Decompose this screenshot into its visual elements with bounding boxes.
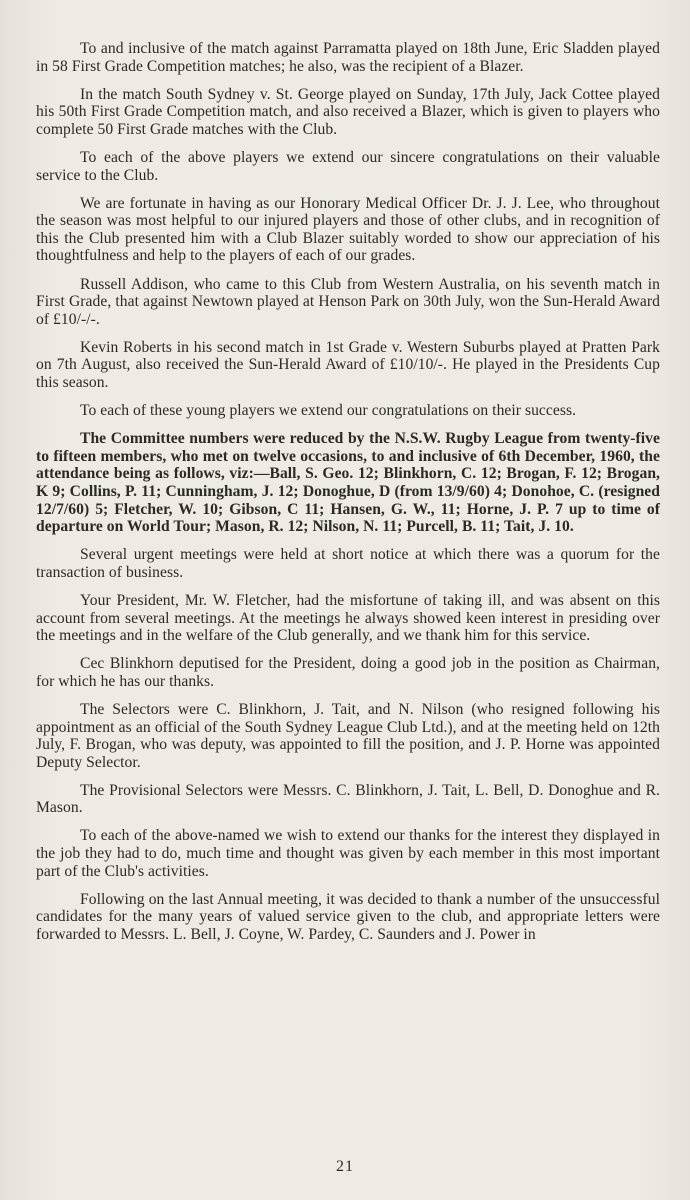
paragraph-blinkhorn-chairman: Cec Blinkhorn deputised for the President, doing a good job in the position as Chairman, for which he has our thanks.: [36, 655, 660, 690]
paragraph-urgent-meetings: Several urgent meetings were held at short notice at which there was a quorum for the transaction of business.: [36, 546, 660, 581]
page-number: 21: [336, 1158, 354, 1175]
paragraph-committee-attendance: The Committee numbers were reduced by the N.S.W. Rugby League from twenty-five to fifteen members, who met on twelve occasions, to and inclusive of 6th December, 1960, the attendance being as follows, viz:—Ball, S. Geo. 12; Blinkhorn, C. 12; Brogan, F. 12; Brogan, K 9; Collins, P. 11; Cunningham, J. 12; Donoghue, D (from 13/9/60) 4; Donohoe, C. (resigned 12/7/60) 5; Fletcher, W. 10; Gibson, C 11; Hansen, G. W., 11; Horne, J. P. 7 up to time of departure on World Tour; Mason, R. 12; Nilson, N. 11; Purcell, B. 11; Tait, J. 10.: [36, 430, 660, 536]
paragraph-medical-officer: We are fortunate in having as our Honorary Medical Officer Dr. J. J. Lee, who throughout the season was most helpful to our injured players and those of other clubs, and in recognition of this the Club presented him with a Club Blazer suitably worded to show our appreciation of his thoughtfulness and help to the players of each of our grades.: [36, 194, 660, 265]
paragraph-selectors: The Selectors were C. Blinkhorn, J. Tait, and N. Nilson (who resigned following his appointment as an official of the South Sydney League Club Ltd.), and at the meeting held on 12th July, F. Brogan, who was deputy, was appointed to fill the position, and J. P. Horne was appointed Deputy Selector.: [36, 700, 660, 771]
paragraph-thanks-selectors: To each of the above-named we wish to extend our thanks for the interest they displayed in the job they had to do, much time and thought was given by each member in this most important part of the Club's activities.: [36, 827, 660, 880]
paragraph-russell-addison: Russell Addison, who came to this Club from Western Australia, on his seventh match in First Grade, that against Newtown played at Henson Park on 30th July, won the Sun-Herald Award of £10/-/-.: [36, 275, 660, 328]
paragraph-president-illness: Your President, Mr. W. Fletcher, had the misfortune of taking ill, and was absent on this account from several meetings. At the meetings he always showed keen interest in presiding over the meetings and in the welfare of the Club generally, and we thank him for this service.: [36, 591, 660, 645]
paragraph-congratulations-players: To each of the above players we extend our sincere congratulations on their valuable service to the Club.: [36, 148, 660, 184]
paragraph-eric-sladden-blazer: To and inclusive of the match against Parramatta played on 18th June, Eric Sladden played in 58 First Grade Competition matches; he also, was the recipient of a Blazer.: [36, 40, 660, 75]
paragraph-kevin-roberts: Kevin Roberts in his second match in 1st Grade v. Western Suburbs played at Pratten Park on 7th August, also received the Sun-Herald Award of £10/10/-. He played in the Presidents Cup this season.: [36, 338, 660, 391]
paragraph-provisional-selectors: The Provisional Selectors were Messrs. C. Blinkhorn, J. Tait, L. Bell, D. Donoghue and R. Mason.: [36, 781, 660, 817]
body-text: [36, 40, 660, 954]
paragraph-jack-cottee-50th-match: In the match South Sydney v. St. George played on Sunday, 17th July, Jack Cottee played his 50th First Grade Competition match, and also received a Blazer, which is given to players who complete 50 First Grade matches with the Club.: [36, 85, 660, 138]
paragraph-annual-meeting-letters: Following on the last Annual meeting, it was decided to thank a number of the unsuccessful candidates for the many years of valued service given to the club, and appropriate letters were forwarded to Messrs. L. Bell, J. Coyne, W. Pardey, C. Saunders and J. Power in: [36, 890, 660, 943]
paragraph-young-players-congratulations: To each of these young players we extend our congratulations on their success.: [80, 402, 577, 420]
